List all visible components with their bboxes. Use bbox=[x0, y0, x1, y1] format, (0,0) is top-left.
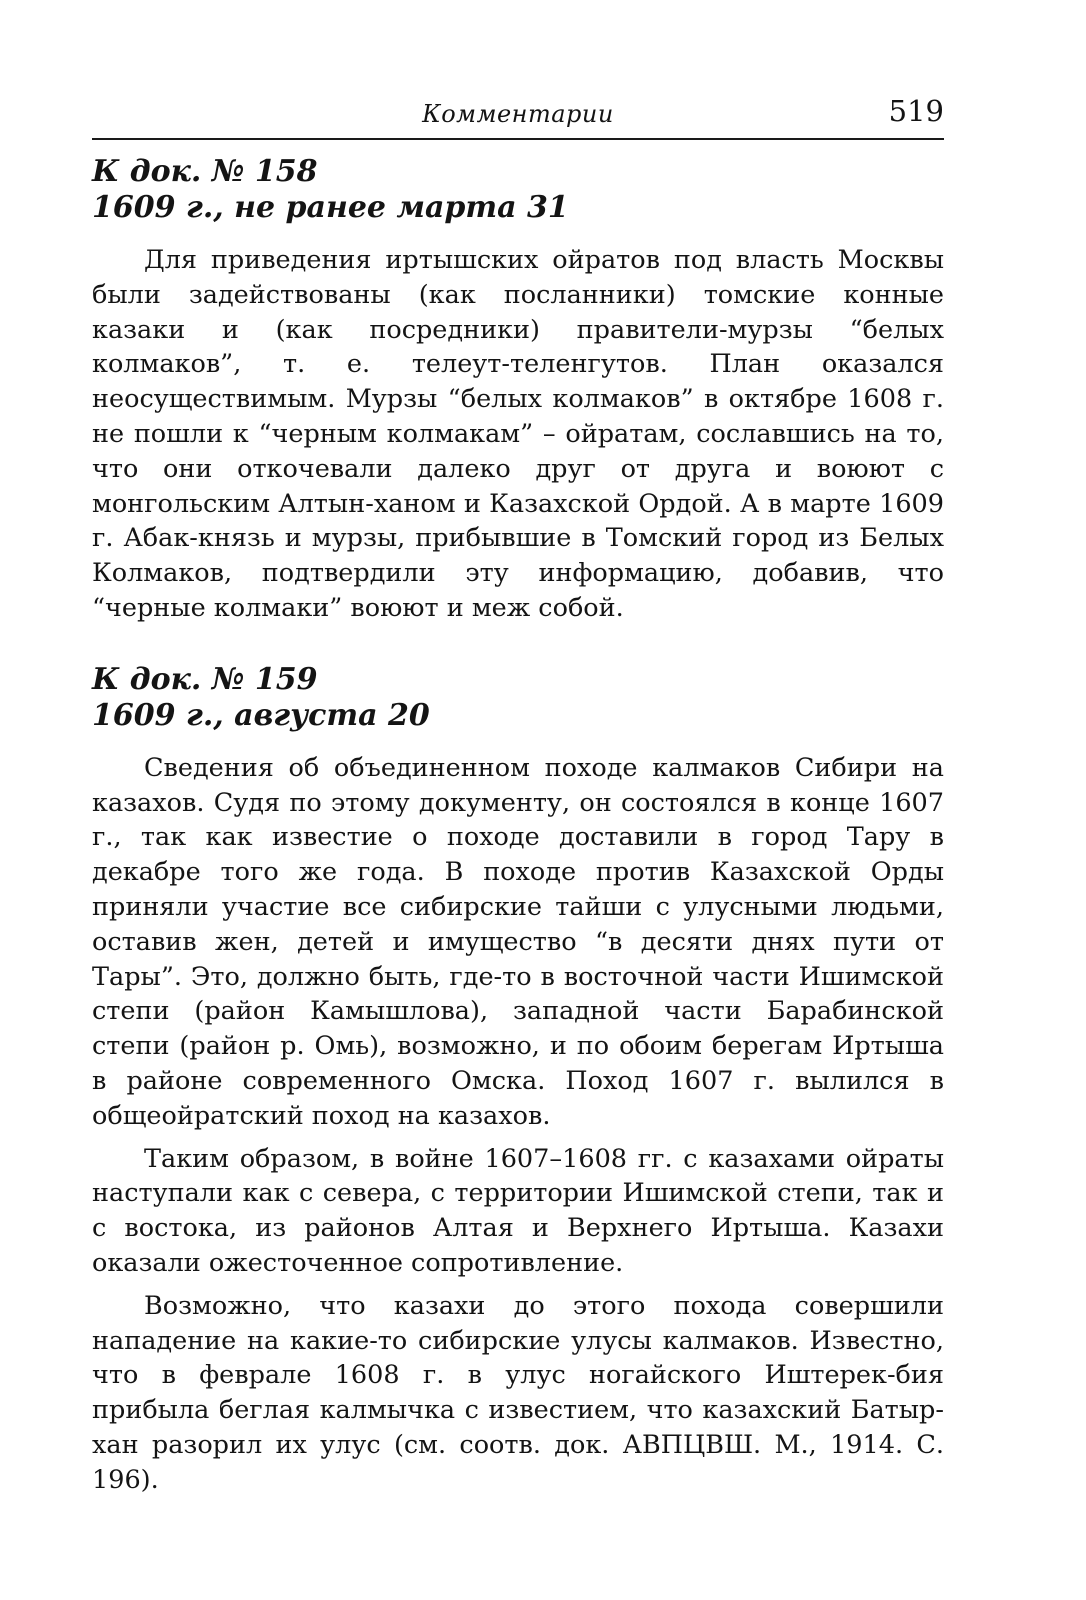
section-heading bbox=[92, 662, 944, 734]
paragraph: Для приведения иртышских ойратов под власть Москвы были задействованы (как посланники) томские конные казаки и (как посредники) правители-мурзы “белых колмаков”, т. е. телеут-теленгутов. План оказался неосуществимым. Мурзы “белых колмаков” в октябре 1608 г. не пошли к “черным колмакам” – ойратам, сославшись на то, что они откочевали далеко друг от друга и воюют с монгольским Алтын-ханом и Казахской Ордой. А в марте 1609 г. Абак-князь и мурзы, прибывшие в Томский город из Белых Колмаков, подтвердили эту информацию, добавив, что “черные колмаки” воюют и меж собой. bbox=[92, 245, 944, 623]
section-body bbox=[92, 243, 944, 626]
document-reference: К док. № 158 bbox=[92, 154, 318, 189]
paragraph: Таким образом, в войне 1607–1608 гг. с казахами ойраты наступали как с севера, с территории Ишимской степи, так и с востока, из районов Алтая и Верхнего Иртыша. Казахи оказали ожесточенное сопротивление. bbox=[92, 1143, 944, 1278]
paragraph: Возможно, что казахи до этого похода совершили нападение на какие-то сибирские улусы калмаков. Известно, что в феврале 1608 г. в улус ногайского Иштерек-бия прибыла беглая калмычка с известием, что казахский Батыр-хан разорил их улус (см. соотв. док. АВПЦВШ. М., 1914. С. 196). bbox=[92, 1290, 944, 1495]
document-date: 1609 г., августа 20 bbox=[92, 697, 430, 733]
section-heading bbox=[92, 154, 944, 226]
document-date: 1609 г., не ранее марта 31 bbox=[92, 190, 569, 225]
running-title: Комментарии bbox=[422, 100, 614, 128]
page-number: 519 bbox=[888, 94, 944, 128]
comment-section-159 bbox=[92, 662, 944, 1498]
section-body bbox=[92, 751, 944, 1498]
comment-section-158 bbox=[92, 154, 944, 626]
document-page bbox=[92, 92, 944, 1498]
document-reference: К док. № 159 bbox=[92, 661, 318, 697]
running-header bbox=[92, 92, 944, 140]
paragraph: Сведения об объединенном походе калмаков Сибири на казахов. Судя по этому документу, он состоялся в конце 1607 г., так как известие о походе доставили в город Тару в декабре того же года. В походе против Казахской Орды приняли участие все сибирские тайши с улусными людьми, оставив жен, детей и имущество “в десяти днях пути от Тары”. Это, должно быть, где-то в восточной части Ишимской степи (район Камышлова), западной части Барабинской степи (район р. Омь), возможно, и по обоим берегам Иртыша в районе современного Омска. Поход 1607 г. вылился в общеойратский поход на казахов. bbox=[92, 752, 944, 1131]
